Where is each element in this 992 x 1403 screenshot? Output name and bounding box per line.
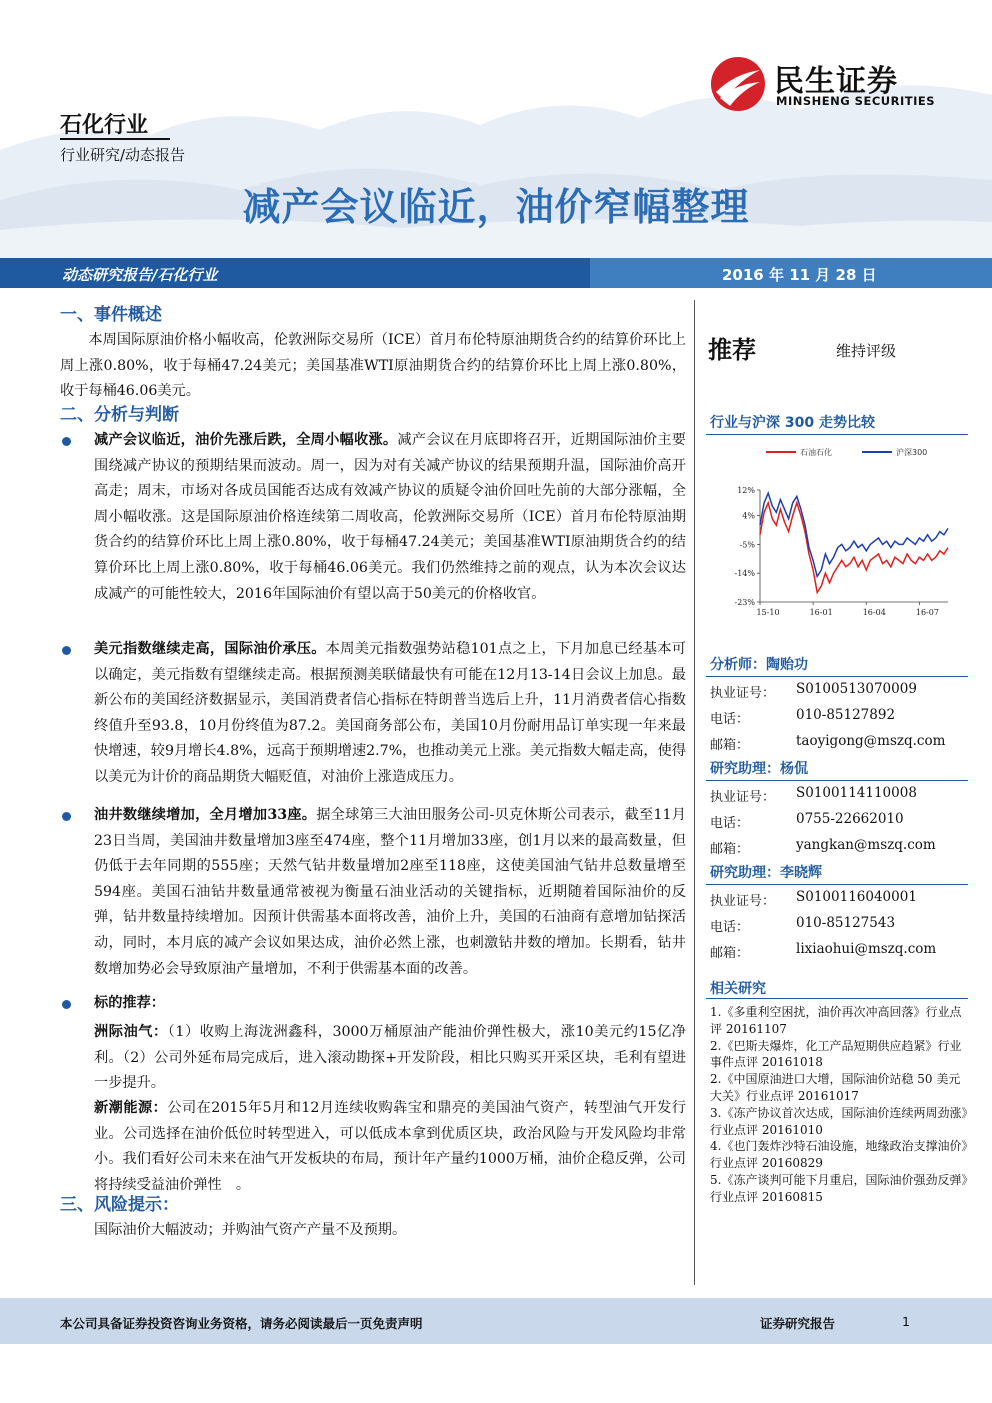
assistant-2-license: S0100116040001	[796, 889, 917, 905]
footer-disclaimer: 本公司具备证券投资咨询业务资格，请务必阅读最后一页免责声明	[60, 1316, 423, 1331]
bullet-1-lead: 减产会议临近，油价先涨后跌，全周小幅收涨。	[94, 432, 398, 448]
bullet-2-text: 本周美元指数强势站稳101点之上，下月加息已经基本可以确定，美元指数有望继续走高。根据预测美联储最快有可能在12月13-14日会议上加息。最新公布的美国经济数据显示，美国消费者信心指标在特朗普当选后上升，11月消费者信心指数终值升至93.8，10月份终值为87.2。美国商务部公布，美国10月份耐用品订单实现一年来最快增速，较9月增长4.8%，远高于预期增速2.7%，也推动美元上涨。美元指数大幅走高，使得以美元为计价的商品期货大幅贬值，对油价上涨造成压力。	[94, 641, 686, 785]
analyst-phone: 010-85127892	[796, 707, 896, 723]
assistant-2-phone-label: 电话：	[710, 920, 750, 935]
analyst-email-label: 邮箱：	[710, 738, 750, 753]
pick-1-text: （1）收购上海泷洲鑫科，3000万桶原油产能油价弹性极大，涨10美元约15亿净利。（2）公司外延布局完成后，进入滚动勘探+开发阶段，相比只购买开采区块，毛利有望进一步提升。	[94, 1024, 686, 1092]
minsheng-logo-icon	[710, 56, 766, 112]
assistant-2-heading: 研究助理：李晓辉	[710, 865, 822, 881]
band-date: 2016 年 11 月 28 日	[722, 266, 877, 284]
analyst-rule	[706, 676, 968, 677]
x-tick-label: 16-04	[862, 608, 886, 617]
rating-label: 推荐	[708, 336, 756, 364]
chart-legend	[766, 447, 927, 457]
footer-report-type: 证券研究报告	[760, 1316, 836, 1331]
y-tick-label: -5%	[739, 540, 755, 550]
page-number: 1	[902, 1314, 910, 1329]
bullet-icon	[62, 646, 71, 655]
bullet-2-lead: 美元指数继续走高，国际油价承压。	[94, 641, 326, 657]
pick-2-paragraph	[94, 1096, 686, 1198]
x-tick-label: 16-07	[915, 608, 939, 617]
chart-lines	[760, 493, 948, 592]
bullet-icon	[62, 1000, 71, 1009]
related-item[interactable]: 1.《多重利空困扰，油价再次冲高回落》行业点评 20161107	[710, 1005, 962, 1036]
industry-label: 石化行业	[60, 113, 149, 138]
y-tick-label: 12%	[737, 486, 755, 495]
analyst-heading: 分析师：陶贻功	[710, 657, 808, 673]
assistant-1-rule	[706, 780, 968, 781]
related-heading: 相关研究	[710, 981, 766, 997]
band-report-type: 动态研究报告/石化行业	[62, 266, 218, 284]
chart-title-rule	[706, 434, 968, 435]
y-tick-label: -23%	[734, 598, 755, 607]
analysis-bullet-3	[94, 803, 686, 982]
related-item[interactable]: 3.《冻产协议首次达成，国际油价连续两周劲涨》行业点评 20161010	[710, 1105, 968, 1137]
assistant-1-phone: 0755-22662010	[796, 811, 904, 827]
analyst-license-label: 执业证号：	[710, 686, 776, 701]
assistant-1-phone-label: 电话：	[710, 816, 750, 831]
related-item[interactable]: 2.《中国原油进口大增，国际油价站稳 50 美元大关》行业点评 20161017	[710, 1072, 961, 1103]
assistant-1-license: S0100114110008	[796, 785, 917, 801]
x-tick-label: 15-10	[756, 608, 780, 617]
risk-paragraph: 国际油价大幅波动；并购油气资产产量不及预期。	[94, 1222, 407, 1238]
related-rule	[706, 998, 968, 999]
section-title-analysis: 二、分析与判断	[60, 405, 179, 425]
legend-label: 沪深300	[896, 448, 928, 457]
bullet-1-text: 减产会议在月底即将召开，近期国际油价主要围绕减产协议的预期结果而波动。周一，因为对有关减产协议的结果预期升温，国际油价高开高走；周末，市场对各成员国能否达成有效减产协议的质疑令油价回吐先前的大部分涨幅，全周小幅收涨。这是国际原油价格连续第二周收高，伦敦洲际交易所（ICE）首月布伦特原油期货合约的结算价环比上周上涨0.80%，收于每桶47.24美元；美国基准WTI原油期货合约的结算价环比上周上涨0.80%，收于每桶46.06美元。我们仍然维持之前的观点，认为本次会议达成减产的可能性较大，2016年国际油价有望以高于50美元的价格收官。	[94, 432, 686, 602]
legend-label: 石油石化	[800, 448, 832, 457]
assistant-2-email-label: 邮箱：	[710, 946, 750, 961]
assistant-1-email[interactable]: yangkan@mszq.com	[796, 837, 936, 853]
trend-chart	[700, 440, 970, 624]
analyst-email[interactable]: taoyigong@mszq.com	[796, 733, 946, 749]
related-item[interactable]: 2.《巴斯夫爆炸，化工产品短期供应趋紧》行业事件点评 20161018	[710, 1038, 962, 1070]
brand-name-en: MINSHENG SECURITIES	[776, 94, 935, 108]
bullet-icon	[62, 437, 71, 446]
assistant-1-license-label: 执业证号：	[710, 790, 776, 805]
pick-1-name: 洲际油气：	[94, 1024, 168, 1040]
rating-note: 维持评级	[836, 342, 897, 360]
x-tick-label: 16-01	[809, 608, 833, 617]
assistant-2-email[interactable]: lixiaohui@mszq.com	[796, 941, 937, 957]
assistant-2-license-label: 执业证号：	[710, 894, 776, 909]
recommend-heading: 标的推荐：	[94, 995, 165, 1011]
report-subtitle: 行业研究/动态报告	[60, 146, 186, 164]
pick-2-text: 公司在2015年5月和12月连续收购犇宝和鼎亮的美国油气资产，转型油气开发行业。公司选择在油价低位时转型进入，可以低成本拿到优质区块，政治风险与开发风险均非常小。我们看好公司未来在油气开发板块的布局，预计年产量约1000万桶，油价企稳反弹，公司将持续受益油价弹性 。	[94, 1100, 686, 1193]
section-title-events: 一、事件概述	[60, 305, 162, 325]
report-title: 减产会议临近，油价窄幅整理	[242, 185, 750, 229]
bullet-icon	[62, 812, 71, 821]
analyst-license: S0100513070009	[796, 681, 917, 697]
assistant-2-rule	[706, 884, 968, 885]
pick-1-paragraph	[94, 1020, 686, 1097]
analyst-phone-label: 电话：	[710, 712, 750, 727]
bullet-3-lead: 油井数继续增加，全月增加33座。	[94, 807, 317, 823]
assistant-2-phone: 010-85127543	[796, 915, 896, 931]
related-item[interactable]: 5.《冻产谈判可能下月重启，国际油价强劲反弹》行业点评 20160815	[710, 1172, 968, 1204]
chart-title: 行业与沪深 300 走势比较	[710, 415, 875, 431]
related-item[interactable]: 4.《也门轰炸沙特石油设施，地缘政治支撑油价》行业点评 20160829	[710, 1139, 968, 1171]
assistant-1-heading: 研究助理：杨侃	[710, 761, 808, 777]
pick-2-name: 新潮能源：	[94, 1100, 168, 1116]
bullet-3-text: 据全球第三大油田服务公司-贝克休斯公司表示，截至11月23日当周，美国油井数量增加3座至474座，整个11月增加33座，创1月以来的最高数量，但仍低于去年同期的555座；天然气钻井数量增加2座至118座，这使美国油气钻井总数量增至594座。美国石油钻井数量通常被视为衡量石油业活动的关键指标，近期随着国际油价的反弹，钻井数量持续增加。因预计供需基本面将改善，油价上升，美国的石油商有意增加钻探活动，同时，本月底的减产会议如果达成，油价必然上涨，也刺激钻井数的增加。长期看，钻井数增加势必会导致原油产量增加，不利于供需基本面的改善。	[94, 807, 686, 977]
analysis-bullet-1	[94, 428, 686, 607]
section-title-risk: 三、风险提示：	[60, 1195, 179, 1215]
series-line	[760, 493, 948, 576]
assistant-1-email-label: 邮箱：	[710, 842, 750, 857]
brand-name-cn: 民生证券	[774, 64, 898, 99]
related-list	[710, 1004, 968, 1206]
y-tick-label: -14%	[734, 569, 755, 579]
y-tick-label: 4%	[742, 511, 755, 521]
industry-underline	[60, 138, 170, 140]
events-paragraph: 本周国际原油价格小幅收高，伦敦洲际交易所（ICE）首月布伦特原油期货合约的结算价环比上周上涨0.80%，收于每桶47.24美元；美国基准WTI原油期货合约的结算价环比上周上涨0.80%，收于每桶46.06美元。	[60, 332, 686, 400]
column-divider	[694, 300, 695, 1285]
analysis-bullet-2	[94, 637, 686, 791]
